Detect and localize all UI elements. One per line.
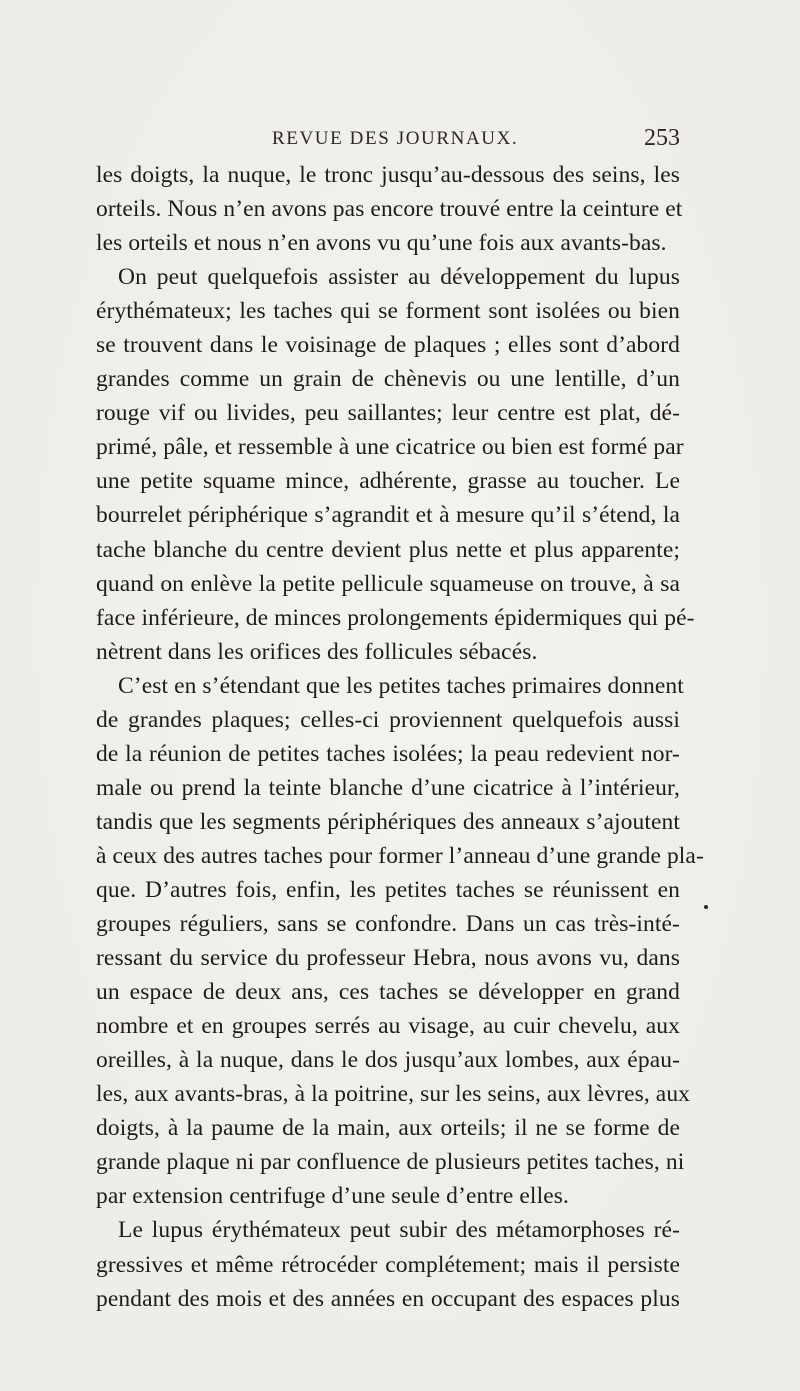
text-line: érythémateux; les taches qui se forment sont isolées ou bien — [96, 298, 680, 325]
running-head — [96, 122, 680, 158]
text-line: face inférieure, de minces prolongements épidermiques qui pé- — [96, 604, 695, 631]
text-line: ressant du service du professeur Hebra, nous avons vu, dans — [96, 945, 680, 972]
text-line: quand on enlève la petite pellicule squameuse on trouve, à sa — [96, 570, 680, 597]
text-line: de grandes plaques; celles-ci proviennent quelquefois aussi — [96, 706, 680, 733]
text-line: rouge vif ou livides, peu saillantes; leur centre est plat, dé- — [96, 400, 680, 427]
text-line: à ceux des autres taches pour former l’anneau d’une grande pla- — [96, 842, 704, 869]
text-line: grandes comme un grain de chènevis ou une lentille, d’un — [96, 366, 680, 393]
body-text — [96, 158, 704, 1316]
text-line: primé, pâle, et ressemble à une cicatrice ou bien est formé par — [96, 434, 684, 461]
paragraph-first-line: C’est en s’étendant que les petites taches primaires donnent — [118, 672, 684, 699]
paragraph-first-line: Le lupus érythémateux peut subir des métamorphoses ré- — [118, 1217, 680, 1244]
text-line: male ou prend la teinte blanche d’une cicatrice à l’intérieur, — [96, 774, 680, 801]
text-line: les orteils et nous n’en avons vu qu’une fois aux avants-bas. — [96, 230, 667, 257]
text-line: les doigts, la nuque, le tronc jusqu’au-dessous des seins, les — [96, 162, 680, 188]
text-line: que. D’autres fois, enfin, les petites taches se réunissent en — [96, 876, 680, 903]
text-line: groupes réguliers, sans se confondre. Dans un cas très-inté- — [96, 911, 680, 938]
page-number: 253 — [644, 125, 680, 151]
text-line: oreilles, à la nuque, dans le dos jusqu’aux lombes, aux épau- — [96, 1047, 680, 1074]
text-line: doigts, à la paume de la main, aux orteils; il ne se forme de — [96, 1115, 680, 1142]
text-line: par extension centrifuge d’une seule d’entre elles. — [96, 1183, 569, 1210]
text-line: grande plaque ni par confluence de plusieurs petites taches, ni — [96, 1149, 685, 1176]
text-line: tandis que les segments périphériques des anneaux s’ajoutent — [96, 808, 680, 835]
text-line: orteils. Nous n’en avons pas encore trouvé entre la ceinture et — [96, 196, 683, 223]
text-line: gressives et même rétrocéder complétement; mais il persiste — [96, 1251, 680, 1278]
text-line: une petite squame mince, adhérente, grasse au toucher. Le — [96, 468, 680, 495]
text-line: les, aux avants-bras, à la poitrine, sur les seins, aux lèvres, aux — [96, 1081, 691, 1108]
text-line: nètrent dans les orifices des follicules sébacés. — [96, 638, 538, 665]
text-line: de la réunion de petites taches isolées; la peau redevient nor- — [96, 740, 680, 767]
ink-speck — [704, 905, 708, 909]
running-title: REVUE DES JOURNAUX. — [272, 128, 519, 149]
text-line: nombre et en groupes serrés au visage, au cuir chevelu, aux — [96, 1013, 680, 1040]
text-line: pendant des mois et des années en occupant des espaces plus — [96, 1285, 680, 1312]
text-line: un espace de deux ans, ces taches se développer en grand — [96, 979, 680, 1006]
paragraph-first-line: On peut quelquefois assister au développement du lupus — [118, 264, 680, 291]
text-line: se trouvent dans le voisinage de plaques ; elles sont d’abord — [96, 332, 680, 359]
text-line: tache blanche du centre devient plus nette et plus apparente; — [96, 536, 680, 563]
text-line: bourrelet périphérique s’agrandit et à mesure qu’il s’étend, la — [96, 502, 680, 529]
